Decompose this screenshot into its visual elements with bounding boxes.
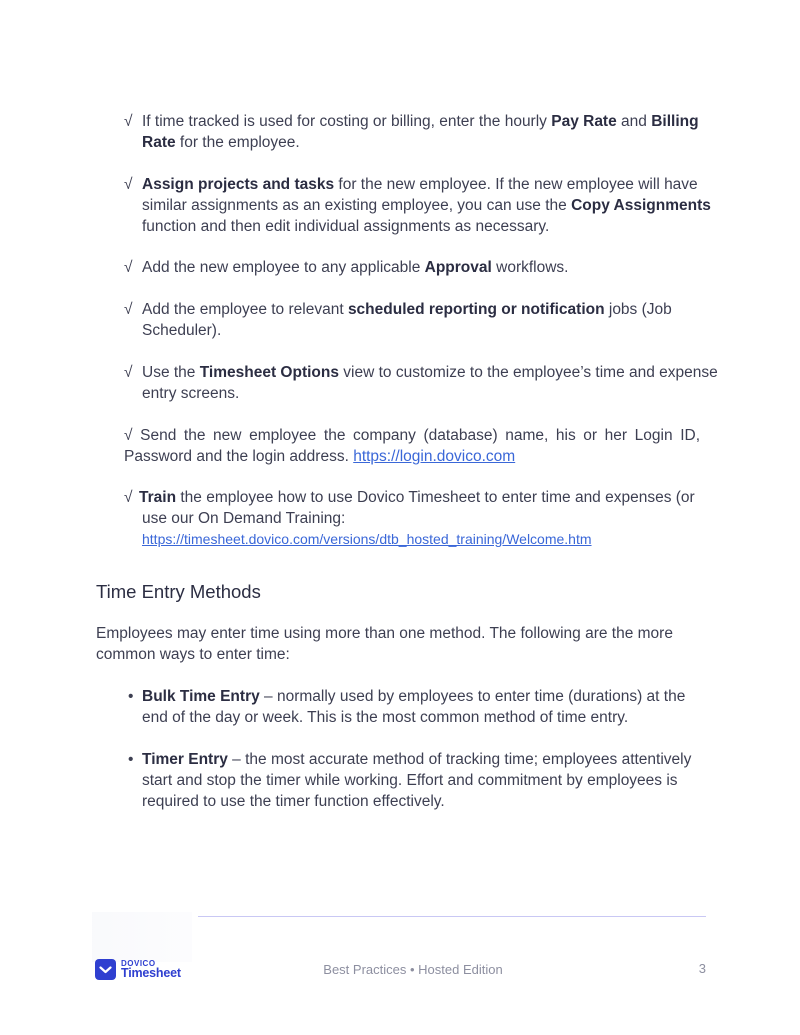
checklist-text: the employee how to use Dovico Timesheet to enter time and expenses (or use our On Demand Training: <box>142 489 695 527</box>
footer-divider <box>198 916 706 917</box>
bullet-dot-icon: • <box>128 688 134 705</box>
checklist-text: Use the <box>142 364 200 381</box>
checklist-item-timesheet-options <box>124 362 718 404</box>
checklist-bold-text: Approval <box>424 259 492 276</box>
check-mark-icon: √ <box>124 176 133 193</box>
checklist-item-scheduled-reporting <box>124 299 718 341</box>
bullet-text: – normally used by employees to enter time (durations) at the end of the day or week. This is the most common method of time entry. <box>142 688 686 726</box>
checklist-bold-text: Assign projects and tasks <box>142 176 335 193</box>
checklist-bold-text: Billing Rate <box>142 113 699 151</box>
checklist-text: and <box>616 113 652 130</box>
login-link[interactable]: https://login.dovico.com <box>353 448 516 465</box>
section-intro: Employees may enter time using more than one method. The following are the more common ways to enter time: <box>96 625 673 663</box>
check-mark-icon: √ <box>124 301 133 318</box>
checklist-bold-text: Timesheet Options <box>199 364 339 381</box>
bullet-title: Timer Entry <box>142 751 228 768</box>
bullet-dot-icon: • <box>128 751 134 768</box>
checklist-text: function and then edit individual assignments as necessary. <box>142 218 550 235</box>
checklist-item-approval <box>124 257 718 278</box>
footer-title: Best Practices • Hosted Edition <box>323 962 503 977</box>
checklist-text: for the new employee. If the new employee will have similar assignments as an existing employee, you can use the <box>142 176 698 214</box>
checklist-item-assign-projects <box>124 174 718 237</box>
checklist-bold-text: Copy Assignments <box>571 197 711 214</box>
checklist-text: for the employee. <box>175 134 300 151</box>
check-mark-icon: √ <box>124 364 133 381</box>
check-mark-icon: √ <box>124 259 133 276</box>
page-number: 3 <box>698 961 706 976</box>
checklist-text: Add the new employee to any applicable <box>142 259 425 276</box>
checklist-text: If time tracked is used for costing or billing, enter the hourly <box>142 113 552 130</box>
bullet-title: Bulk Time Entry <box>142 688 260 705</box>
checklist-text: workflows. <box>491 259 569 276</box>
training-link[interactable]: https://timesheet.dovico.com/versions/dtb_hosted_training/Welcome.htm <box>142 531 592 547</box>
bullet-text: – the most accurate method of tracking time; employees attentively start and stop the timer while working. Effort and commitment by employees is required to use the timer function effectively. <box>142 751 692 810</box>
section-heading: Time Entry Methods <box>96 581 261 602</box>
checklist-bold-text: Pay Rate <box>551 113 617 130</box>
checklist-bold-text: scheduled reporting or notification <box>347 301 605 318</box>
list-item-timer-entry <box>128 749 696 812</box>
checklist-item-send-login <box>124 425 700 467</box>
list-item-bulk-entry <box>128 686 696 728</box>
check-mark-icon: √ <box>124 427 133 444</box>
train-label: Train <box>139 489 177 506</box>
checklist-text: Add the employee to relevant <box>142 301 348 318</box>
checklist-text: view to customize to the employee’s time and expense entry screens. <box>142 364 718 402</box>
check-mark-icon: √ <box>124 489 133 506</box>
checklist-text: Send the new employee the company (database) name, his or her Login ID, Password and the login address. <box>124 427 701 465</box>
footer-decoration <box>92 912 192 962</box>
logo-word-top: DOVICO <box>121 958 156 968</box>
checklist-item-train <box>124 487 722 550</box>
checklist-text: jobs (Job Scheduler). <box>142 301 672 339</box>
logo-word-bottom: Timesheet <box>121 965 181 980</box>
check-mark-icon: √ <box>124 113 133 130</box>
checklist-item-pay-rate <box>124 111 718 153</box>
